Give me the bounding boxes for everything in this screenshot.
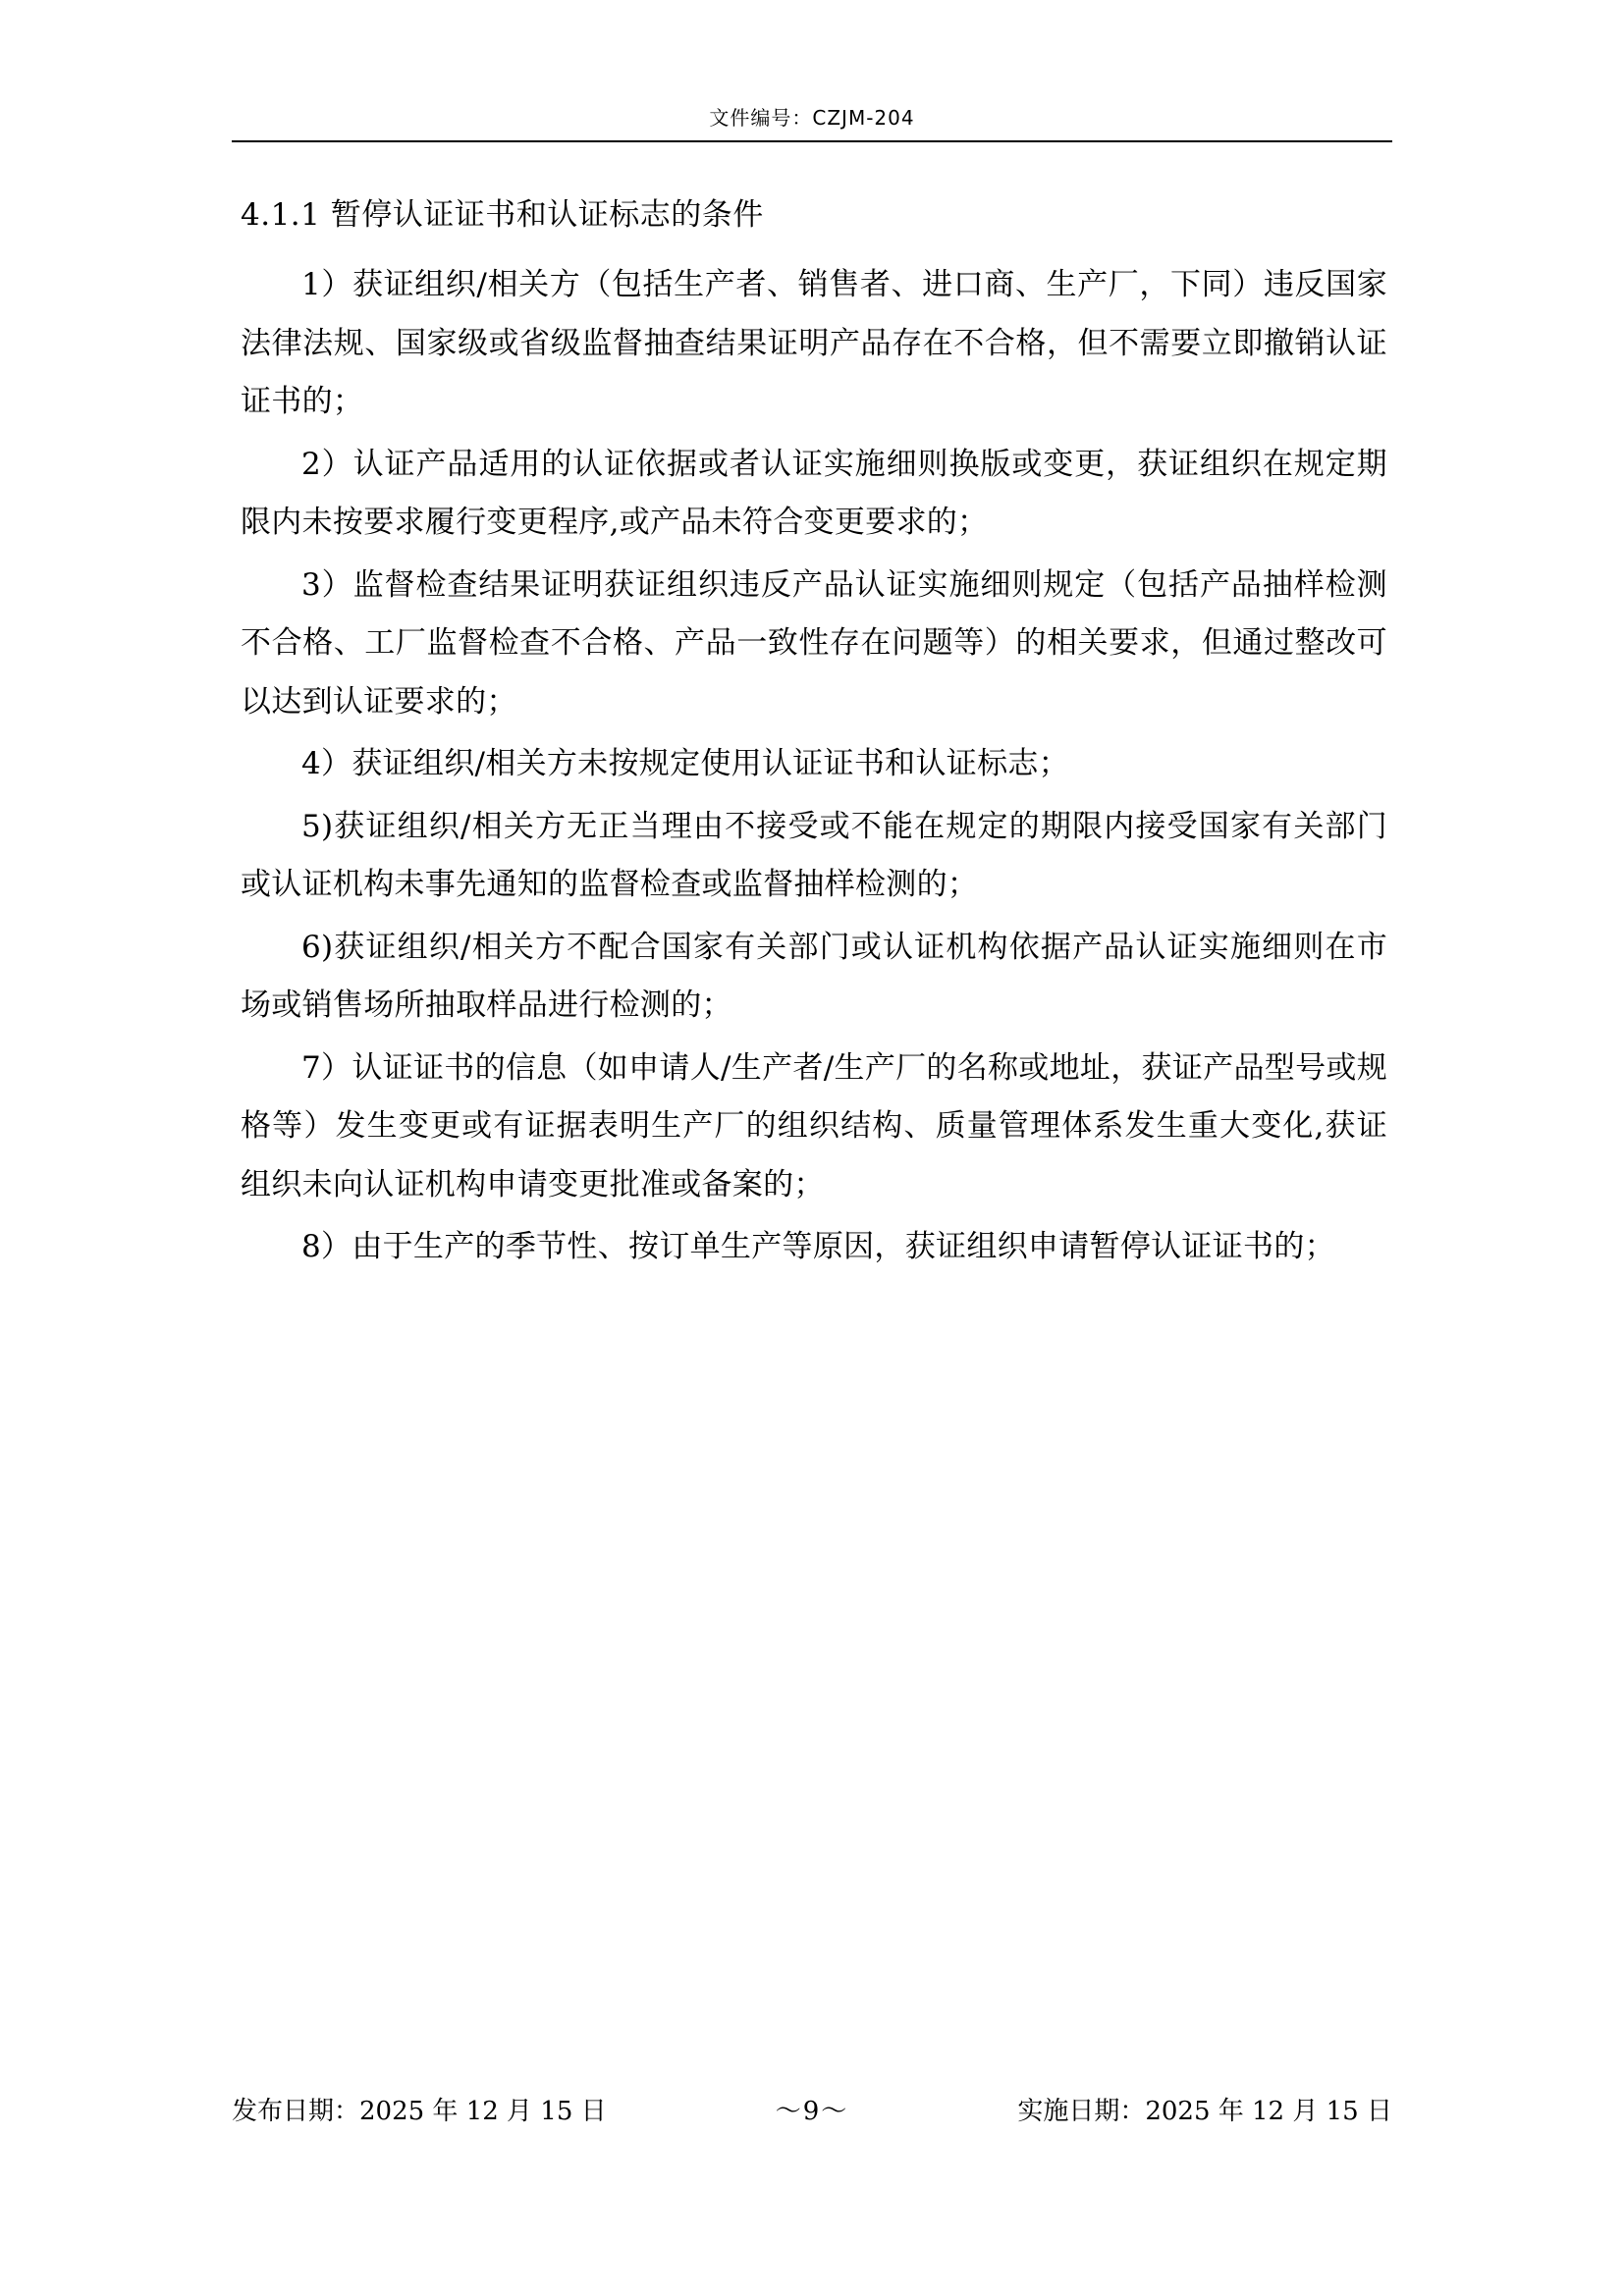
- section-heading: 4.1.1 暂停认证证书和认证标志的条件: [241, 197, 764, 233]
- clause-paragraph: 4）获证组织/相关方未按规定使用认证证书和认证标志；: [301, 746, 1069, 782]
- clause-paragraph: 1）获证组织/相关方（包括生产者、销售者、进口商、生产厂，下同）违反国家法律法规、国家级或省级监督抽查结果证明产品存在不合格，但不需要立即撤销认证证书的；: [241, 267, 1387, 420]
- effective-date: 实施日期：2025 年 12 月 15 日: [1017, 2097, 1392, 2126]
- page-footer: [232, 2091, 1392, 2127]
- document-body: [241, 191, 1387, 1281]
- page-header: [232, 106, 1392, 130]
- header-divider: [232, 140, 1392, 142]
- clause-paragraph: 2）认证产品适用的认证依据或者认证实施细则换版或变更，获证组织在规定期限内未按要求履行变更程序,或产品未符合变更要求的；: [241, 446, 1387, 541]
- document-number: 文件编号：CZJM-204: [709, 106, 915, 130]
- clause-paragraph: 8）由于生产的季节性、按订单生产等原因，获证组织申请暂停认证证书的；: [301, 1229, 1335, 1265]
- page-number: ～9～: [775, 2097, 849, 2126]
- clause-paragraph: 6)获证组织/相关方不配合国家有关部门或认证机构依据产品认证实施细则在市场或销售场所抽取样品进行检测的；: [241, 929, 1387, 1024]
- issue-date: 发布日期：2025 年 12 月 15 日: [232, 2097, 607, 2126]
- clause-paragraph: 5)获证组织/相关方无正当理由不接受或不能在规定的期限内接受国家有关部门或认证机构未事先通知的监督检查或监督抽样检测的；: [241, 808, 1387, 903]
- clause-paragraph: 3）监督检查结果证明获证组织违反产品认证实施细则规定（包括产品抽样检测不合格、工厂监督检查不合格、产品一致性存在问题等）的相关要求，但通过整改可以达到认证要求的；: [241, 566, 1387, 720]
- clause-paragraph: 7）认证证书的信息（如申请人/生产者/生产厂的名称或地址，获证产品型号或规格等）发生变更或有证据表明生产厂的组织结构、质量管理体系发生重大变化,获证组织未向认证机构申请变更批准或备案的；: [241, 1049, 1387, 1202]
